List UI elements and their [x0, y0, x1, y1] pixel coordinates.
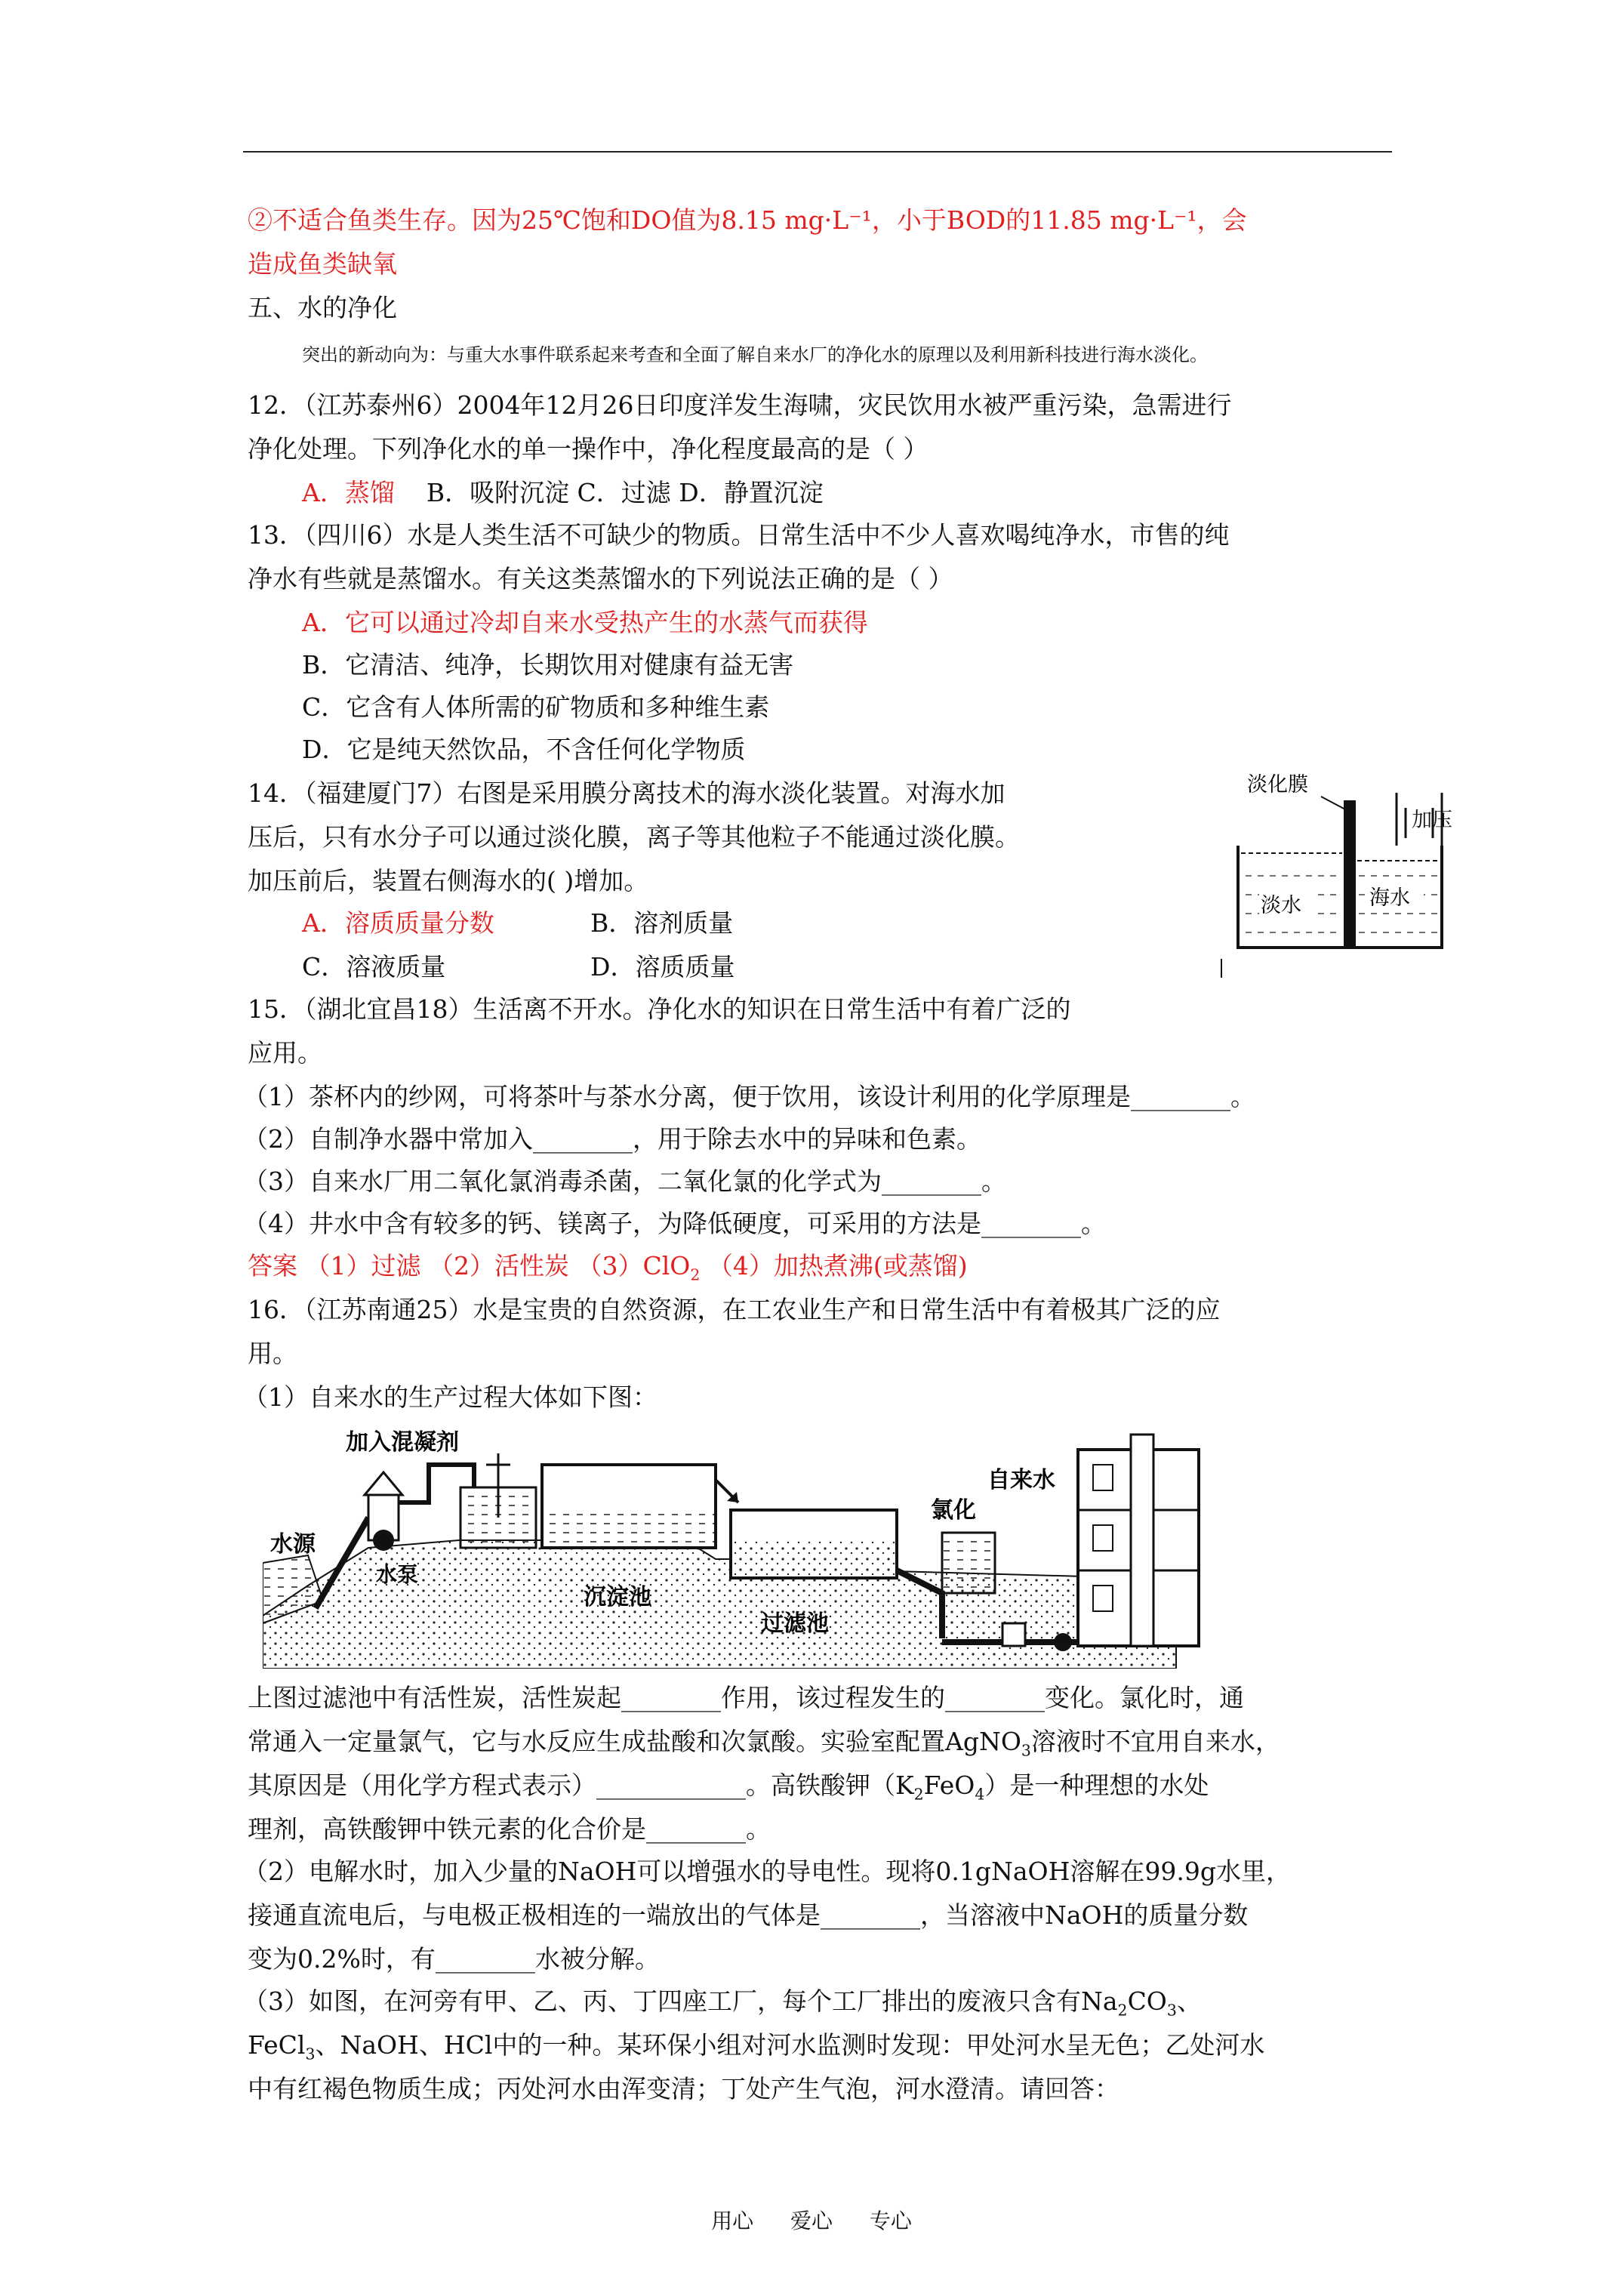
- q14-line-2: 压后，只有水分子可以通过淡化膜，离子等其他粒子不能通过淡化膜。: [248, 822, 1020, 852]
- q14-option-d: D．溶质质量: [590, 952, 735, 982]
- q15-part-2: （2）自制净水器中常加入________，用于除去水中的异味和色素。: [243, 1124, 981, 1154]
- source-label: 水源: [270, 1531, 316, 1558]
- q12-options: [302, 475, 824, 511]
- q16-part-3-1a: （3）如图，在河旁有甲、乙、丙、丁四座工厂，每个工厂排出的废液只含有Na: [243, 1986, 1118, 2016]
- pressure-label: 加压: [1412, 809, 1452, 832]
- q16-part-3-1b: CO: [1127, 1986, 1167, 2016]
- q15-answer-sub: 2: [690, 1265, 701, 1284]
- seawater-label: 海水: [1369, 886, 1410, 910]
- q16-text-3: [248, 1767, 1209, 1813]
- q16-part-3-line-3: 中有红褐色物质生成；丙处河水由浑变清；丁处产生气泡，河水澄清。请回答：: [248, 2074, 1119, 2103]
- q15-line-1: 15．（湖北宜昌18）生活离不开水。净化水的知识在日常生活中有着广泛的: [248, 994, 1071, 1024]
- section-heading: 五、水的净化: [248, 293, 397, 322]
- q15-part-1: （1）茶杯内的纱网，可将茶叶与茶水分离，便于饮用，该设计利用的化学原理是________。: [243, 1082, 1255, 1111]
- q16-part-3-sub2: 3: [1166, 2001, 1177, 2020]
- q16-line-2: 用。: [248, 1339, 297, 1368]
- q16-text-3-sub1: 2: [913, 1785, 924, 1804]
- q13-option-d: D．它是纯天然饮品，不含任何化学物质: [302, 735, 746, 764]
- q13-option-a: A．它可以通过冷却自来水受热产生的水蒸气而获得: [302, 608, 868, 637]
- q16-line-1: 16．（江苏南通25）水是宝贵的自然资源，在工农业生产和日常生活中有着极其广泛的应: [248, 1295, 1221, 1324]
- q16-part-2-line-3: 变为0.2%时，有________水被分解。: [248, 1944, 660, 1974]
- q16-text-3-sub2: 4: [975, 1785, 985, 1804]
- q16-part-3-2-sub: 3: [305, 2045, 316, 2063]
- q14-option-b: B．溶剂质量: [590, 908, 734, 938]
- membrane-label: 淡化膜: [1247, 773, 1308, 797]
- answer-line-1: ②不适合鱼类生存。因为25℃饱和DO值为8.15 mg·L⁻¹，小于BOD的11.85 mg·L⁻¹，会: [248, 205, 1247, 235]
- q15-answer: [248, 1248, 968, 1293]
- q12-options-rest: B．吸附沉淀 C．过滤 D．静置沉淀: [426, 478, 824, 507]
- q13-option-b: B．它清洁、纯净，长期饮用对健康有益无害: [302, 650, 794, 680]
- q15-part-4: （4）井水中含有较多的钙、镁离子，为降低硬度，可采用的方法是________。: [243, 1209, 1106, 1238]
- q16-text-2a: 常通入一定量氯气，它与水反应生成盐酸和次氯酸。实验室配置AgNO: [248, 1727, 1021, 1756]
- q16-text-3b: FeO: [923, 1771, 975, 1800]
- q15-answer-text: 答案 （1）过滤 （2）活性炭 （3）ClO: [248, 1251, 691, 1281]
- tapwater-label: 自来水: [987, 1467, 1055, 1493]
- q16-text-1: 上图过滤池中有活性炭，活性炭起________作用，该过程发生的________变化。氯化时，通: [248, 1683, 1244, 1712]
- header-rule: [243, 151, 1392, 153]
- chlorination-label: 氯化: [931, 1497, 976, 1524]
- q13-line-1: 13．（四川6）水是人类生活不可缺少的物质。日常生活中不少人喜欢喝纯净水，市售的纯: [248, 520, 1230, 550]
- q16-part-3-line-1: [243, 1983, 1202, 2029]
- filter-label: 过滤池: [761, 1610, 829, 1637]
- q16-text-4: 理剂，高铁酸钾中铁元素的化合价是________。: [248, 1814, 771, 1844]
- page-footer: 用心 爱心 专心: [711, 2208, 912, 2233]
- q15-line-2: 应用。: [248, 1038, 322, 1068]
- q12-line-2: 净化处理。下列净化水的单一操作中，净化程度最高的是（ ）: [248, 434, 929, 464]
- q16-part-3-2b: 、NaOH、HCl中的一种。某环保小组对河水监测时发现：甲处河水呈无色；乙处河水: [315, 2030, 1265, 2060]
- section-note: 突出的新动向为：与重大水事件联系起来考查和全面了解自来水厂的净化水的原理以及利用新科技进行海水淡化。: [302, 344, 1208, 365]
- q12-line-1: 12．（江苏泰州6）2004年12月26日印度洋发生海啸，灾民饮用水被严重污染，急需进行: [248, 390, 1232, 420]
- q16-part-3-sub1: 2: [1117, 2001, 1128, 2020]
- fresh-water-label: 淡水: [1261, 894, 1301, 917]
- q16-part-2-line-2: 接通直流电后，与电极正极相连的一端放出的气体是________，当溶液中NaOH的质量分数: [248, 1900, 1249, 1930]
- q16-text-2: [248, 1724, 1280, 1769]
- waterworks-figure: [263, 1419, 1214, 1669]
- q12-option-a: A．蒸馏: [302, 478, 395, 507]
- q16-text-2-sub: 3: [1021, 1741, 1031, 1760]
- q16-part-3-line-2: [248, 2027, 1264, 2073]
- q15-answer-rest: （4）加热煮沸(或蒸馏): [700, 1251, 968, 1281]
- q15-part-3: （3）自来水厂用二氧化氯消毒杀菌，二氧化氯的化学式为________。: [243, 1166, 1006, 1196]
- q14-option-a: A．溶质质量分数: [302, 908, 494, 938]
- q16-part-2-line-1: （2）电解水时，加入少量的NaOH可以增强水的导电性。现将0.1gNaOH溶解在99.9g水里，: [243, 1857, 1291, 1886]
- answer-line-2: 造成鱼类缺氧: [248, 249, 397, 279]
- sediment-label: 沉淀池: [584, 1584, 651, 1610]
- q16-text-3c: ）是一种理想的水处: [984, 1771, 1209, 1800]
- desalination-figure: [1208, 763, 1464, 982]
- q16-part-3-1c: 、: [1176, 1986, 1202, 2016]
- coagulant-label: 加入混凝剂: [346, 1429, 459, 1456]
- q14-line-1: 14．（福建厦门7）右图是采用膜分离技术的海水淡化装置。对海水加: [248, 778, 1006, 808]
- q16-text-3a: 其原因是（用化学方程式表示）____________。高铁酸钾（K: [248, 1771, 914, 1800]
- pump-label: 水泵: [376, 1562, 419, 1587]
- q14-line-3: 加压前后，装置右侧海水的( )增加。: [248, 866, 649, 895]
- membrane: [1344, 800, 1356, 948]
- q16-part-1: （1）自来水的生产过程大体如下图：: [243, 1382, 658, 1412]
- q14-option-c: C．溶液质量: [302, 952, 446, 982]
- q16-text-2b: 溶液时不宜用自来水，: [1030, 1727, 1280, 1756]
- q13-option-c: C．它含有人体所需的矿物质和多种维生素: [302, 692, 770, 722]
- q16-part-3-2a: FeCl: [248, 2030, 306, 2060]
- q13-line-2: 净水有些就是蒸馏水。有关这类蒸馏水的下列说法正确的是（ ）: [248, 564, 953, 593]
